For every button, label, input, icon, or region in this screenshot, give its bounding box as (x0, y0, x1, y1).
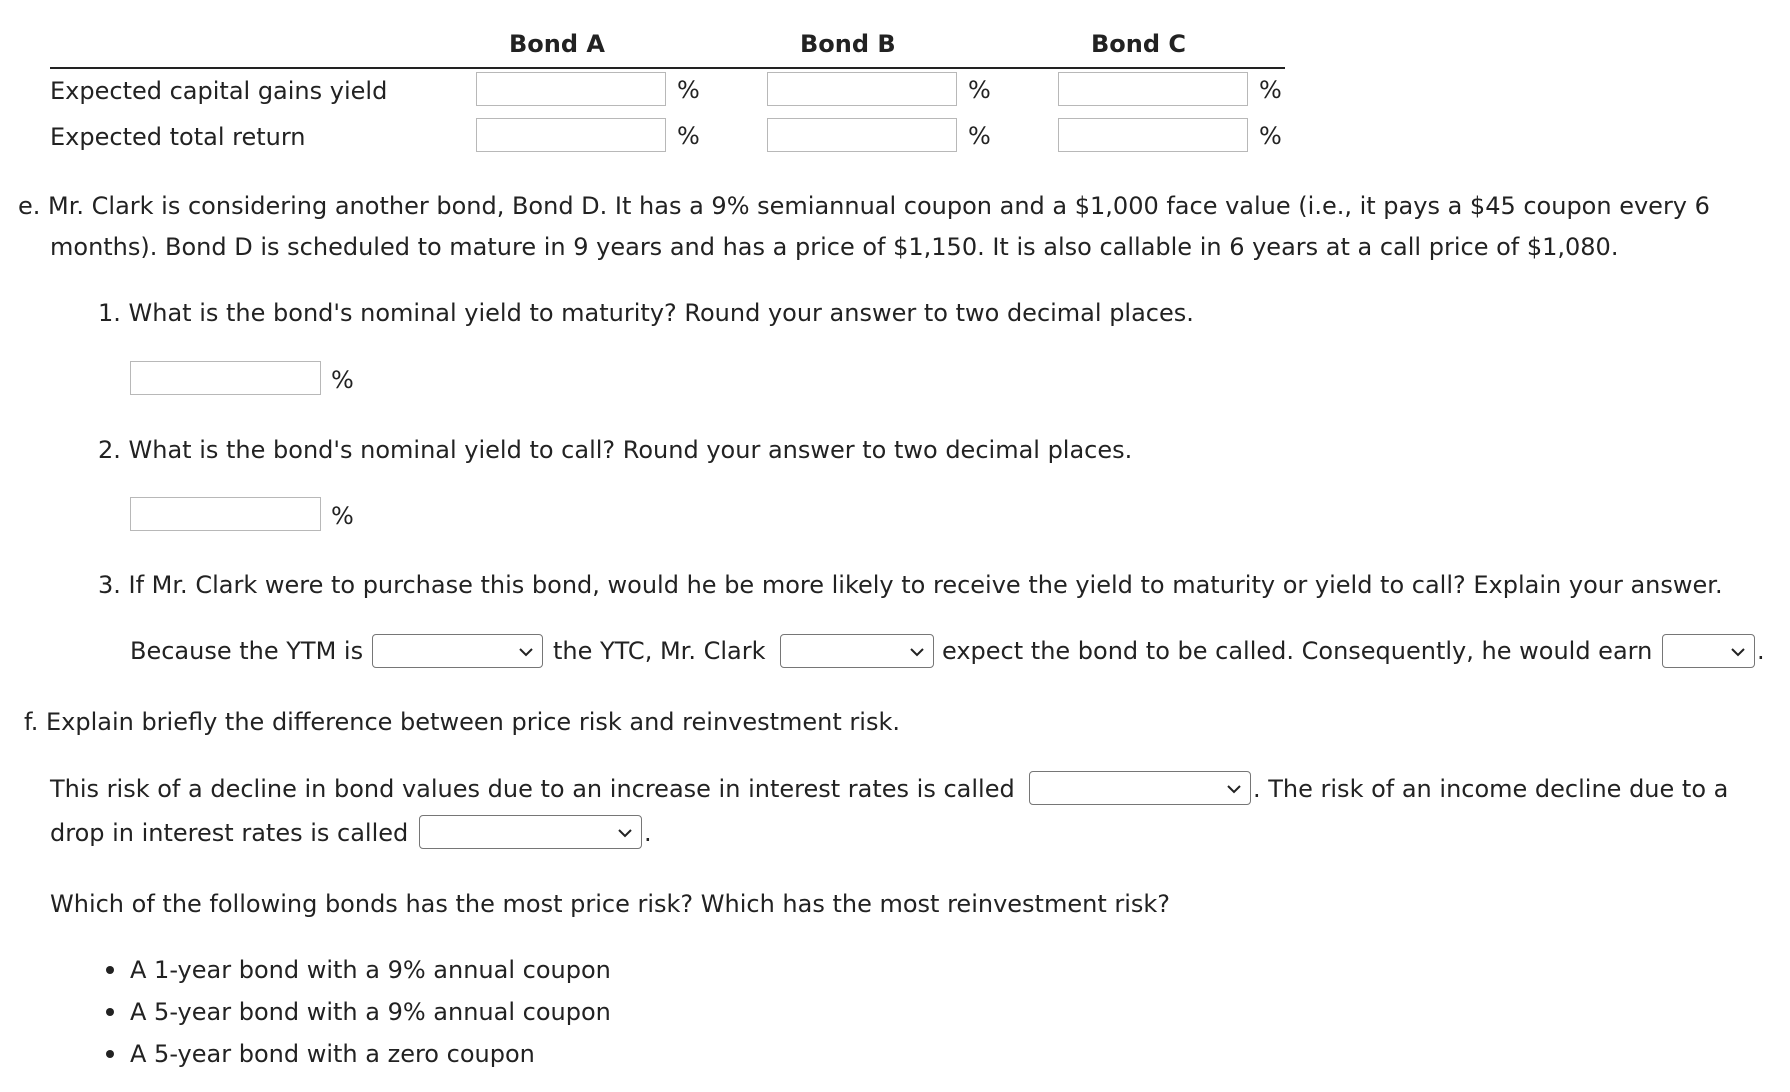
ytm-input[interactable] (130, 361, 321, 395)
q3-period: . (1757, 637, 1765, 665)
percent-sign: % (1259, 76, 1282, 104)
bullet-icon (106, 966, 114, 974)
bond-a-capital-gains-yield-input[interactable] (476, 72, 666, 106)
bond-c-total-return-input[interactable] (1058, 118, 1248, 152)
part-f-text-price-risk: This risk of a decline in bond values due to an increase in interest rates is called (50, 775, 1015, 803)
row-label-expected-total-return: Expected total return (50, 123, 306, 151)
bond-b-capital-gains-yield-input[interactable] (767, 72, 957, 106)
list-item: A 5-year bond with a 9% annual coupon (130, 998, 611, 1026)
table-header-rule (50, 67, 1285, 69)
part-f-text-income-decline: . The risk of an income decline due to a (1253, 775, 1729, 803)
header-bond-b: Bond B (800, 30, 896, 58)
question-3: 3. If Mr. Clark were to purchase this bond, would he be more likely to receive the yield to maturity or yield to call? Explain your answer. (98, 571, 1723, 599)
bullet-icon (106, 1050, 114, 1058)
part-f-heading: f. Explain briefly the difference between price risk and reinvestment risk. (24, 708, 900, 736)
ytm-vs-ytc-select[interactable] (372, 634, 543, 668)
clark-would-select[interactable] (780, 634, 934, 668)
part-f-question: Which of the following bonds has the most price risk? Which has the most reinvestment risk? (50, 890, 1171, 918)
header-bond-a: Bond A (509, 30, 605, 58)
bond-c-capital-gains-yield-input[interactable] (1058, 72, 1248, 106)
part-f-period: . (644, 819, 652, 847)
percent-sign: % (968, 122, 991, 150)
bullet-icon (106, 1008, 114, 1016)
question-1: 1. What is the bond's nominal yield to maturity? Round your answer to two decimal places. (98, 299, 1194, 327)
percent-sign: % (331, 502, 354, 530)
percent-sign: % (677, 122, 700, 150)
percent-sign: % (677, 76, 700, 104)
bond-b-total-return-input[interactable] (767, 118, 957, 152)
q3-text-because: Because the YTM is (130, 637, 364, 665)
chevron-down-icon (1226, 781, 1242, 797)
reinvestment-risk-select[interactable] (419, 815, 642, 849)
ytc-input[interactable] (130, 497, 321, 531)
header-bond-c: Bond C (1091, 30, 1187, 58)
part-e-text-line2: months). Bond D is scheduled to mature in 9 years and has a price of $1,150. It is also callable in 6 years at a call price of $1,080. (50, 233, 1619, 261)
row-label-capital-gains-yield: Expected capital gains yield (50, 77, 388, 105)
chevron-down-icon (518, 644, 534, 660)
bond-a-total-return-input[interactable] (476, 118, 666, 152)
chevron-down-icon (1730, 644, 1746, 660)
percent-sign: % (331, 366, 354, 394)
part-f-text-drop: drop in interest rates is called (50, 819, 409, 847)
list-item: A 1-year bond with a 9% annual coupon (130, 956, 611, 984)
percent-sign: % (1259, 122, 1282, 150)
price-risk-select[interactable] (1029, 771, 1251, 805)
q3-text-ytc: the YTC, Mr. Clark (553, 637, 766, 665)
chevron-down-icon (617, 825, 633, 841)
part-e-text-line1: e. Mr. Clark is considering another bond, Bond D. It has a 9% semiannual coupon and a $1,000 face value (i.e., it pays a $45 coupon every 6 (18, 192, 1710, 220)
percent-sign: % (968, 76, 991, 104)
question-2: 2. What is the bond's nominal yield to call? Round your answer to two decimal places. (98, 436, 1133, 464)
list-item: A 5-year bond with a zero coupon (130, 1040, 535, 1068)
q3-text-expect: expect the bond to be called. Consequently, he would earn (942, 637, 1653, 665)
would-earn-select[interactable] (1662, 634, 1755, 668)
chevron-down-icon (909, 644, 925, 660)
